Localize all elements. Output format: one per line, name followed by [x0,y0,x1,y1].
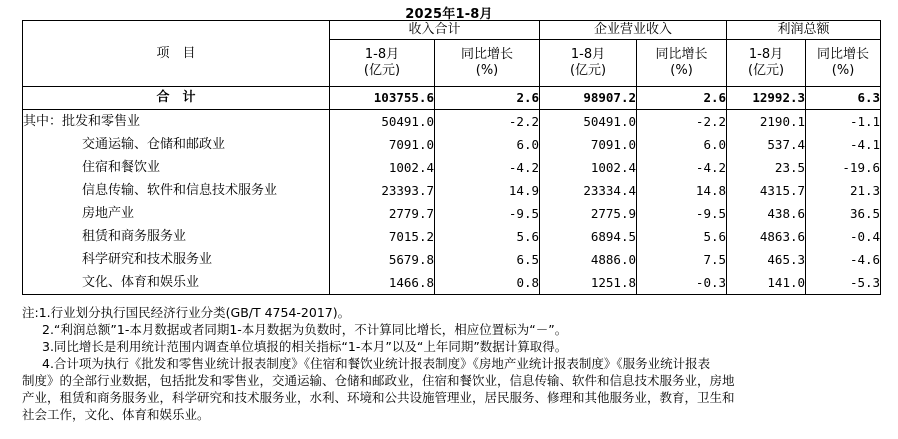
table-row [23,248,881,271]
item-column-header-text: 项 目 [156,45,196,61]
table-cell: 23334.4 [540,179,637,202]
table-cell: 1251.8 [540,271,637,295]
table-cell: 6.0 [637,133,727,156]
total-cell: 6.3 [806,87,881,110]
sub-header-value: 1-8月 (亿元) [330,40,435,87]
table-cell: 2190.1 [727,110,806,134]
table-cell: -0.4 [806,225,881,248]
table-cell: 23.5 [727,156,806,179]
table-cell: 7015.2 [330,225,435,248]
table-cell: 50491.0 [330,110,435,134]
table-cell: 4315.7 [727,179,806,202]
item-column-header [23,21,330,87]
footnotes [22,304,892,423]
table-row [23,179,881,202]
table-cell: -1.1 [806,110,881,134]
table-cell: -0.3 [637,271,727,295]
row-label: 信息传输、软件和信息技术服务业 [23,179,330,202]
table-cell: -2.2 [637,110,727,134]
total-cell: 98907.2 [540,87,637,110]
statistics-table [22,20,881,295]
table-cell: -9.5 [435,202,540,225]
footnote-line: 注:1.行业划分执行国民经济行业分类(GB/T 4754-2017)。 [22,305,351,320]
row-label: 科学研究和技术服务业 [23,248,330,271]
table-cell: 141.0 [727,271,806,295]
sub-header-growth: 同比增长 (%) [637,40,727,87]
table-cell: 438.6 [727,202,806,225]
footnote-line: 制度》的全部行业数据，包括批发和零售业，交通运输、仓储和邮政业，住宿和餐饮业，信息传输、软件和信息技术服务业，房地 [22,373,735,388]
table-cell: 6894.5 [540,225,637,248]
table-cell: 6.5 [435,248,540,271]
table-cell: -4.2 [435,156,540,179]
table-cell: 465.3 [727,248,806,271]
footnote-line: 社会工作，文化、体育和娱乐业。 [22,407,210,422]
total-cell: 2.6 [637,87,727,110]
table-row [23,110,881,134]
table-cell: 14.9 [435,179,540,202]
table-cell: -9.5 [637,202,727,225]
sub-header-growth: 同比增长 (%) [435,40,540,87]
table-row [23,133,881,156]
row-label: 房地产业 [23,202,330,225]
table-title: 2025年1-8月 [405,7,493,22]
row-label: 其中：批发和零售业 [23,110,330,134]
sub-header-growth: 同比增长 (%) [806,40,881,87]
row-label: 文化、体育和娱乐业 [23,271,330,295]
table-row [23,225,881,248]
table-cell: -19.6 [806,156,881,179]
table-cell: 23393.7 [330,179,435,202]
total-label-text: 合 计 [156,90,196,105]
table-cell: 7091.0 [540,133,637,156]
table-cell: -4.2 [637,156,727,179]
table-cell: 4863.6 [727,225,806,248]
footnote-line: 产业，租赁和商务服务业，科学研究和技术服务业，水利、环境和公共设施管理业，居民服务、修理和其他服务业，教育，卫生和 [22,390,735,405]
table-cell: 36.5 [806,202,881,225]
table-cell: 5.6 [435,225,540,248]
table-cell: 1002.4 [330,156,435,179]
table-cell: 2775.9 [540,202,637,225]
table-row [23,202,881,225]
total-cell: 103755.6 [330,87,435,110]
table-cell: -4.1 [806,133,881,156]
row-label: 租赁和商务服务业 [23,225,330,248]
table-cell: 21.3 [806,179,881,202]
footnote-line: 2.“利润总额”1-本月数据或者同期1-本月数据为负数时，不计算同比增长，相应位置标为“－”。 [42,322,568,337]
group-header-total-revenue: 收入合计 [330,21,540,40]
group-header-total-profit: 利润总额 [727,21,881,40]
table-cell: 7091.0 [330,133,435,156]
table-row [23,271,881,295]
total-label [23,87,330,110]
table-cell: -4.6 [806,248,881,271]
total-cell: 12992.3 [727,87,806,110]
row-label: 住宿和餐饮业 [23,156,330,179]
table-cell: -5.3 [806,271,881,295]
table-cell: 1466.8 [330,271,435,295]
table-cell: 0.8 [435,271,540,295]
sub-header-value: 1-8月 (亿元) [727,40,806,87]
table-cell: -2.2 [435,110,540,134]
table-cell: 5679.8 [330,248,435,271]
header-row-groups [23,21,881,40]
table-cell: 50491.0 [540,110,637,134]
footnote-line: 4.合计项为执行《批发和零售业统计报表制度》《住宿和餐饮业统计报表制度》《房地产业统计报表制度》《服务业统计报表 [42,356,711,371]
table-cell: 1002.4 [540,156,637,179]
table-row [23,156,881,179]
table-cell: 4886.0 [540,248,637,271]
sub-header-value: 1-8月 (亿元) [540,40,637,87]
table-body [23,110,881,295]
footnote-line: 3.同比增长是利用统计范围内调查单位填报的相关指标“1-本月”以及“上年同期”数据计算取得。 [42,339,568,354]
table-cell: 2779.7 [330,202,435,225]
table-cell: 5.6 [637,225,727,248]
table-cell: 6.0 [435,133,540,156]
total-row [23,87,881,110]
total-cell: 2.6 [435,87,540,110]
table-cell: 7.5 [637,248,727,271]
group-header-operating-revenue: 企业营业收入 [540,21,727,40]
table-cell: 537.4 [727,133,806,156]
row-label: 交通运输、仓储和邮政业 [23,133,330,156]
table-cell: 14.8 [637,179,727,202]
